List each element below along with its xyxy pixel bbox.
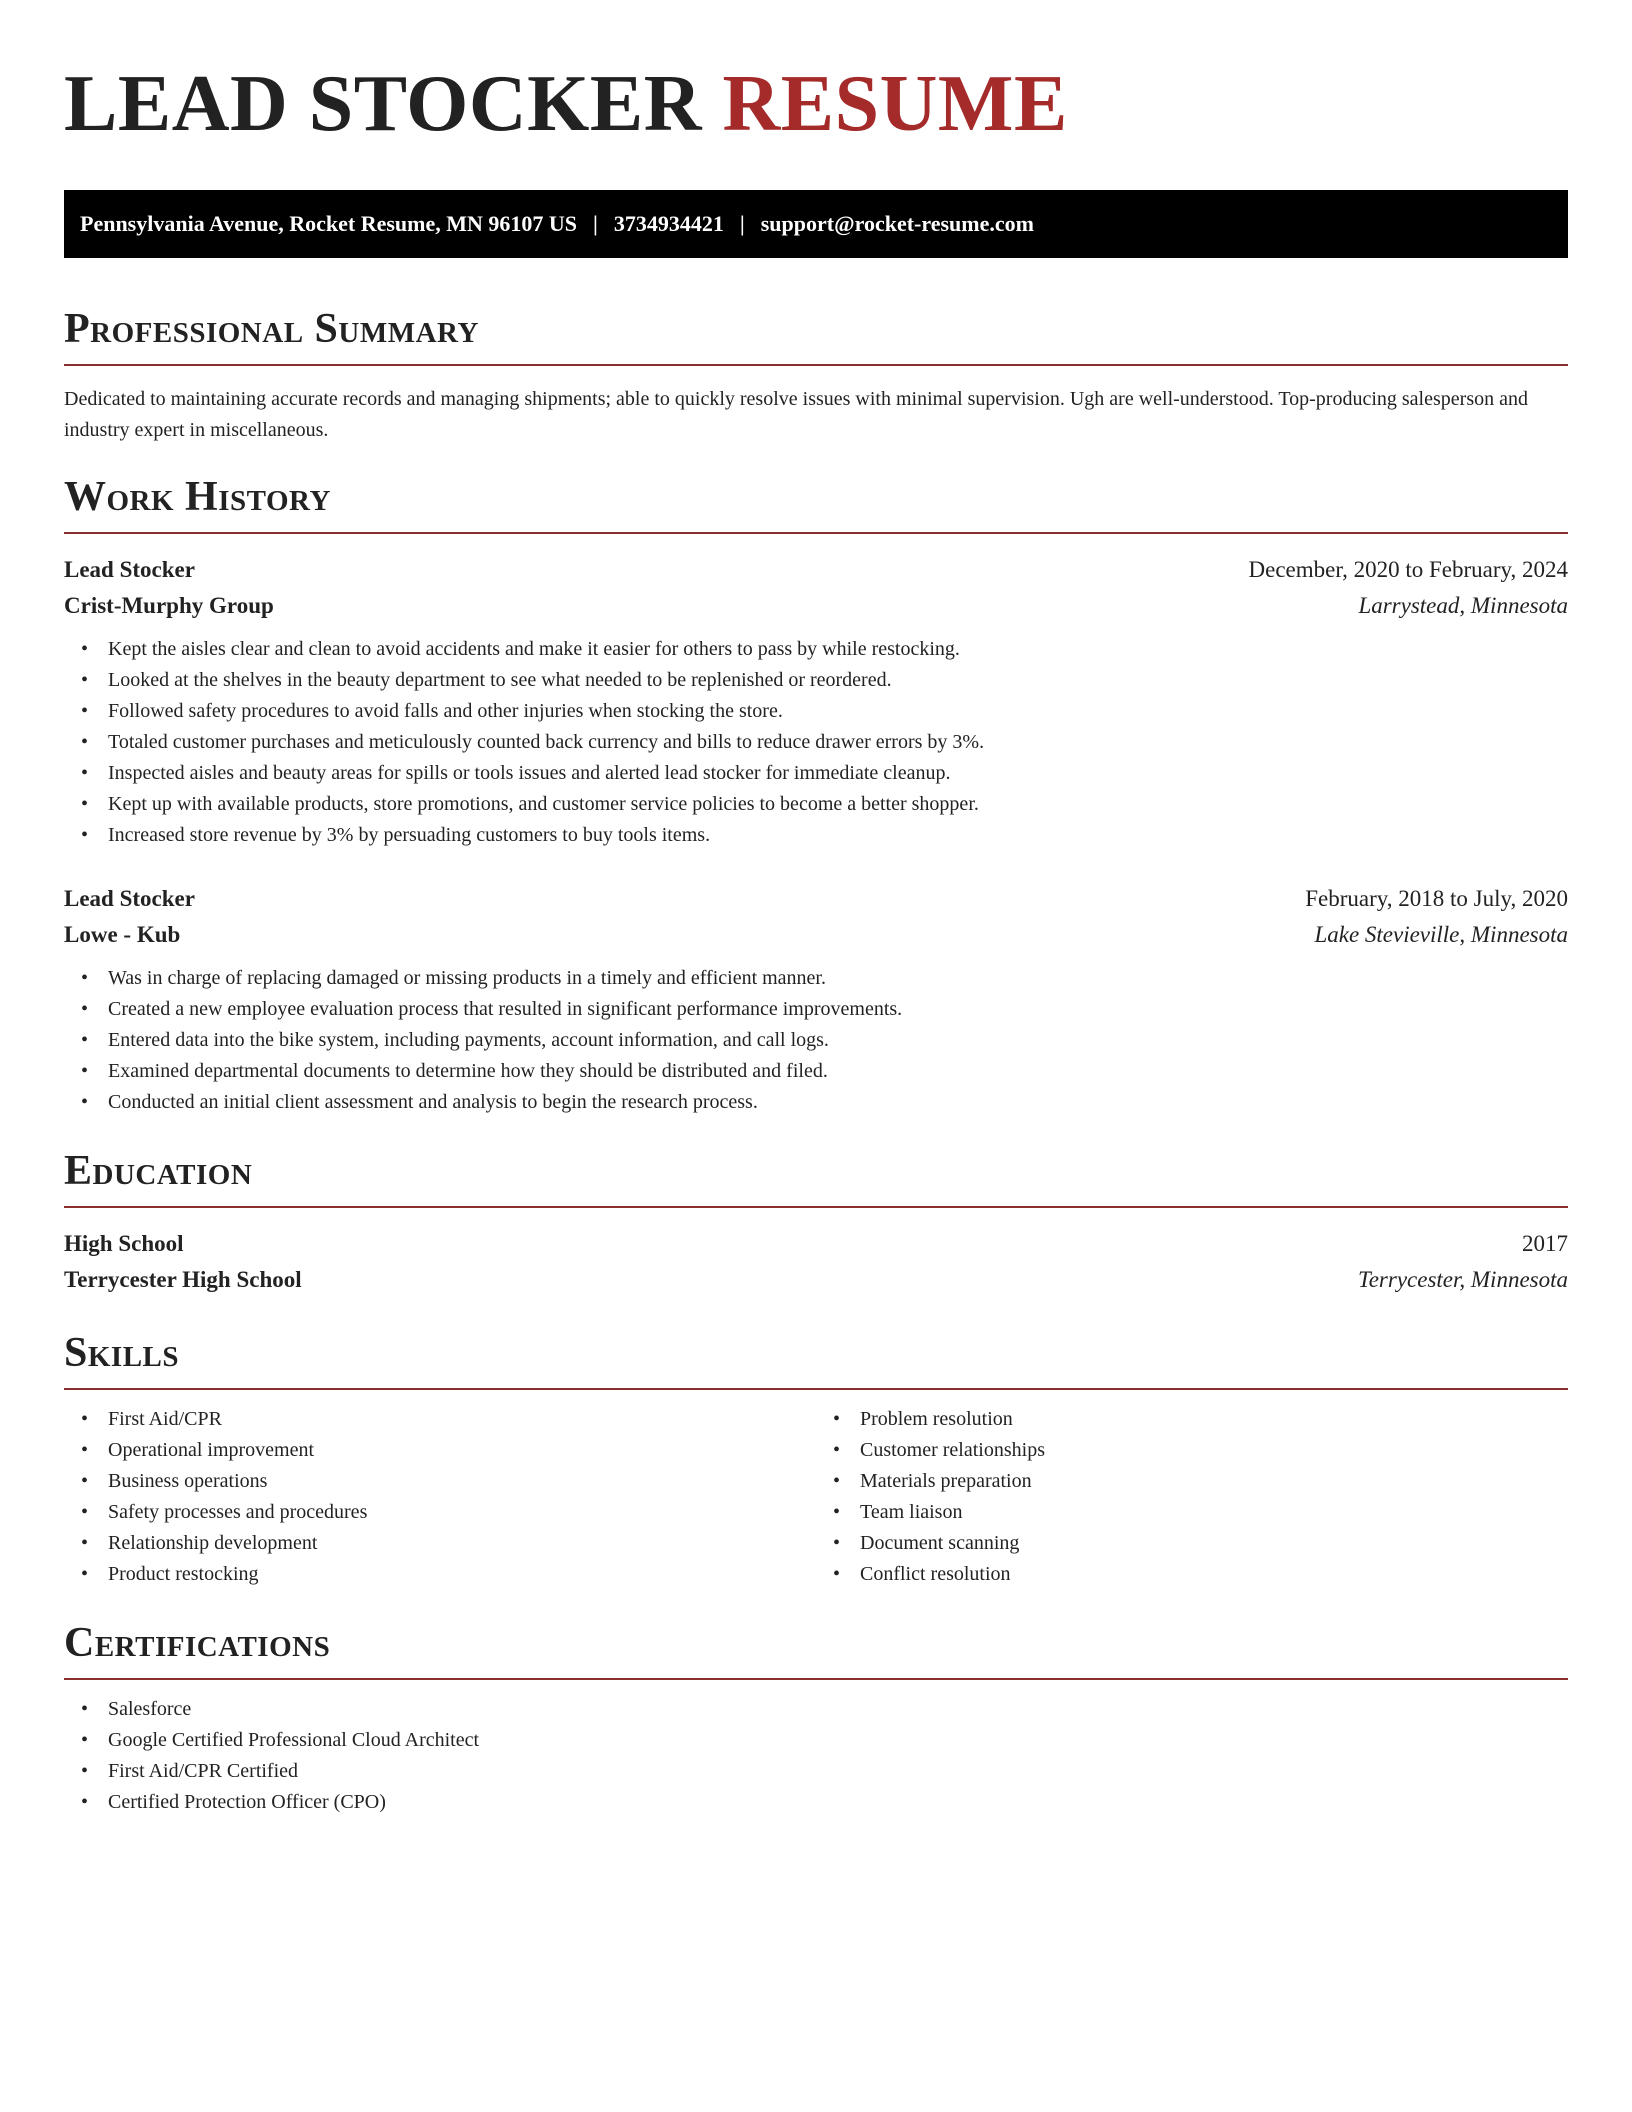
contact-bar bbox=[64, 190, 1568, 258]
certification-item: • Salesforce bbox=[108, 1694, 1568, 1725]
skill-item: • Conflict resolution bbox=[860, 1559, 1568, 1590]
contact-address: Pennsylvania Avenue, Rocket Resume, MN 96107 US bbox=[80, 211, 578, 236]
job-company: Crist-Murphy Group bbox=[64, 593, 274, 618]
job-entry bbox=[64, 552, 1568, 851]
job-duty: • Followed safety procedures to avoid falls and other injuries when stocking the store. bbox=[108, 696, 1568, 727]
skill-item: • Business operations bbox=[108, 1466, 816, 1497]
section-divider bbox=[64, 1678, 1568, 1680]
job-duty: • Conducted an initial client assessment and analysis to begin the research process. bbox=[108, 1087, 1568, 1118]
title-main: LEAD STOCKER bbox=[64, 60, 703, 148]
certifications-heading: Certifications bbox=[64, 1620, 331, 1666]
job-duty: • Entered data into the bike system, including payments, account information, and call logs. bbox=[108, 1025, 1568, 1056]
resume-title bbox=[64, 56, 1568, 152]
skill-item: • Operational improvement bbox=[108, 1435, 816, 1466]
job-role: Lead Stocker bbox=[64, 557, 195, 582]
contact-separator: | bbox=[739, 211, 745, 236]
job-header bbox=[64, 552, 1568, 588]
job-company: Lowe - Kub bbox=[64, 922, 181, 947]
job-duty: • Created a new employee evaluation process that resulted in significant performance improvements. bbox=[108, 994, 1568, 1025]
summary-section bbox=[64, 304, 1568, 446]
skill-item: • Materials preparation bbox=[860, 1466, 1568, 1497]
education-heading: Education bbox=[64, 1148, 253, 1194]
skill-item: • Relationship development bbox=[108, 1528, 816, 1559]
job-duty: • Kept the aisles clear and clean to avoid accidents and make it easier for others to pass by while restocking. bbox=[108, 634, 1568, 665]
job-location: Larrystead, Minnesota bbox=[1358, 593, 1568, 618]
job-duty: • Looked at the shelves in the beauty department to see what needed to be replenished or reordered. bbox=[108, 665, 1568, 696]
certification-item: • Certified Protection Officer (CPO) bbox=[108, 1787, 1568, 1818]
job-subheader bbox=[64, 917, 1568, 953]
education-location: Terrycester, Minnesota bbox=[1358, 1267, 1568, 1292]
education-degree: High School bbox=[64, 1231, 184, 1256]
skill-item: • Product restocking bbox=[108, 1559, 816, 1590]
skill-item: • Problem resolution bbox=[860, 1404, 1568, 1435]
certification-item: • First Aid/CPR Certified bbox=[108, 1756, 1568, 1787]
job-duty: • Increased store revenue by 3% by persuading customers to buy tools items. bbox=[108, 820, 1568, 851]
education-header bbox=[64, 1226, 1568, 1262]
section-divider bbox=[64, 1206, 1568, 1208]
skill-item: • Document scanning bbox=[860, 1528, 1568, 1559]
skills-heading: Skills bbox=[64, 1330, 180, 1376]
skills-list-right bbox=[816, 1404, 1568, 1590]
education-year: 2017 bbox=[1522, 1231, 1568, 1256]
job-duty: • Kept up with available products, store promotions, and customer service policies to become a better shopper. bbox=[108, 789, 1568, 820]
contact-separator: | bbox=[593, 211, 598, 236]
job-header bbox=[64, 881, 1568, 917]
work-history-section bbox=[64, 472, 1568, 1118]
job-dates: February, 2018 to July, 2020 bbox=[1305, 886, 1568, 911]
certifications-section bbox=[64, 1618, 1568, 1818]
job-duty: • Examined departmental documents to determine how they should be distributed and filed. bbox=[108, 1056, 1568, 1087]
job-subheader bbox=[64, 588, 1568, 624]
summary-text: Dedicated to maintaining accurate records and managing shipments; able to quickly resolve issues with minimal supervision. Ugh are well-understood. Top-producing salesperson and industry expert in miscellaneous. bbox=[64, 388, 1528, 441]
certifications-list bbox=[64, 1694, 1568, 1818]
skill-item: • Safety processes and procedures bbox=[108, 1497, 816, 1528]
work-history-heading: Work History bbox=[64, 474, 331, 520]
skill-item: • Team liaison bbox=[860, 1497, 1568, 1528]
summary-heading: Professional Summary bbox=[64, 306, 479, 352]
skill-item: • First Aid/CPR bbox=[108, 1404, 816, 1435]
education-subheader bbox=[64, 1262, 1568, 1298]
job-entry bbox=[64, 881, 1568, 1118]
title-accent: RESUME bbox=[722, 60, 1068, 148]
education-entry bbox=[64, 1226, 1568, 1298]
job-duties-list bbox=[64, 634, 1568, 851]
certification-item: • Google Certified Professional Cloud Architect bbox=[108, 1725, 1568, 1756]
education-section bbox=[64, 1146, 1568, 1298]
job-duty: • Was in charge of replacing damaged or missing products in a timely and efficient manner. bbox=[108, 963, 1568, 994]
skills-section bbox=[64, 1328, 1568, 1590]
job-duties-list bbox=[64, 963, 1568, 1118]
skills-grid bbox=[64, 1404, 1568, 1590]
contact-phone: 3734934421 bbox=[613, 211, 724, 236]
education-school: Terrycester High School bbox=[64, 1267, 302, 1292]
job-dates: December, 2020 to February, 2024 bbox=[1248, 557, 1568, 582]
section-divider bbox=[64, 364, 1568, 366]
job-duty: • Totaled customer purchases and meticulously counted back currency and bills to reduce drawer errors by 3%. bbox=[108, 727, 1568, 758]
job-duty: • Inspected aisles and beauty areas for spills or tools issues and alerted lead stocker for immediate cleanup. bbox=[108, 758, 1568, 789]
contact-email: support@rocket-resume.com bbox=[760, 211, 1034, 236]
section-divider bbox=[64, 532, 1568, 534]
job-role: Lead Stocker bbox=[64, 886, 195, 911]
section-divider bbox=[64, 1388, 1568, 1390]
job-location: Lake Stevieville, Minnesota bbox=[1314, 922, 1568, 947]
skill-item: • Customer relationships bbox=[860, 1435, 1568, 1466]
skills-list-left bbox=[64, 1404, 816, 1590]
